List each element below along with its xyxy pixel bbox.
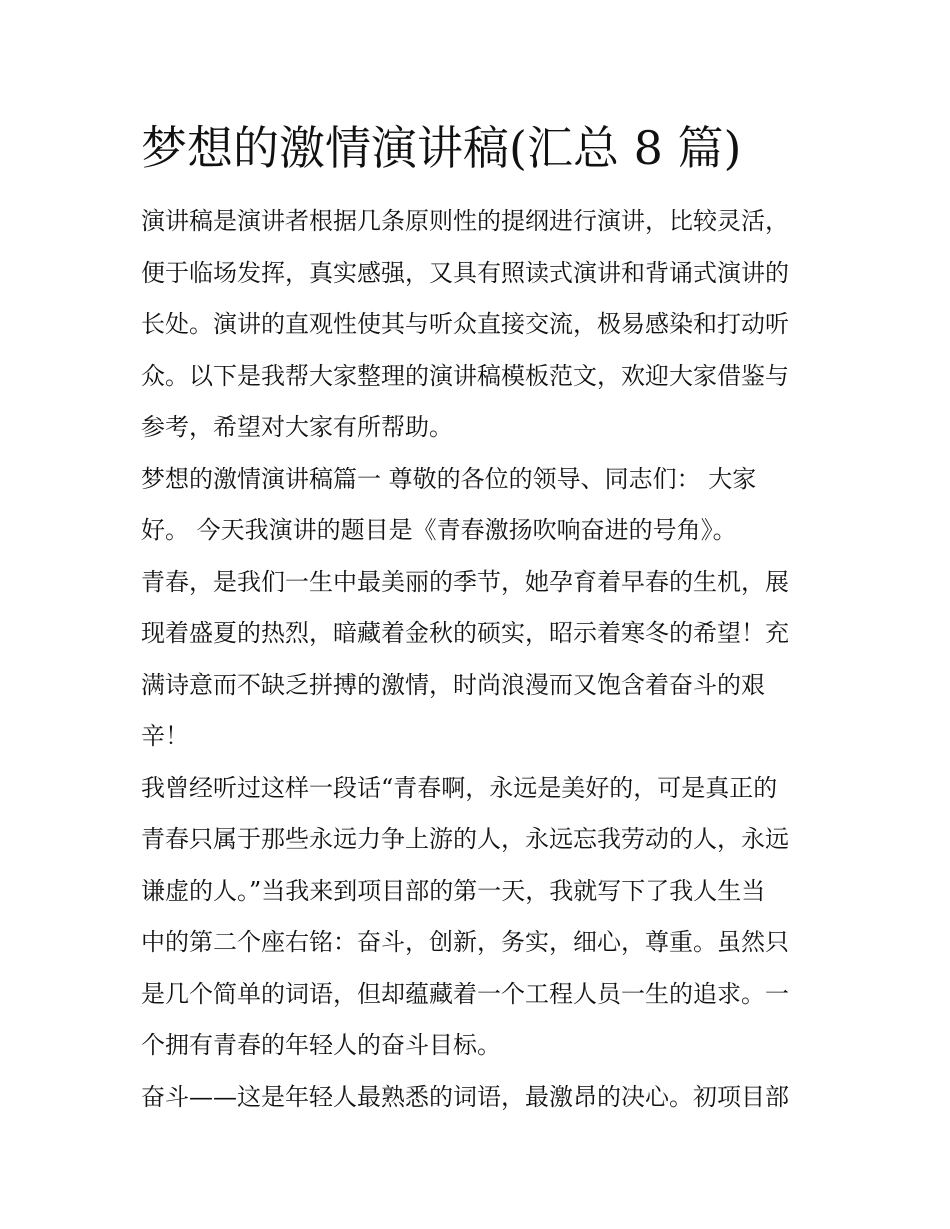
text-line: 现着盛夏的热烈，暗藏着金秋的硕实，昭示着寒冬的希望！充 <box>141 619 789 647</box>
document-title: 梦想的激情演讲稿(汇总 8 篇) <box>141 121 742 175</box>
text-line: 参考，希望对大家有所帮助。 <box>141 413 453 441</box>
text-line: 长处。演讲的直观性使其与听众直接交流，极易感染和打动听 <box>141 310 789 338</box>
text-line: 梦想的激情演讲稿篇一 尊敬的各位的领导、同志们： 大家 <box>141 464 757 493</box>
text-line: 青春只属于那些永远力争上游的人，永远忘我劳动的人，永远 <box>141 825 789 853</box>
text-line: 众。以下是我帮大家整理的演讲稿模板范文，欢迎大家借鉴与 <box>141 361 789 390</box>
text-line: 我曾经听过这样一段话“青春啊，永远是美好的，可是真正的 <box>141 773 778 802</box>
text-line: 奋斗——这是年轻人最熟悉的词语，最激昂的决心。初项目部 <box>141 1082 789 1111</box>
text-line: 谦虚的人。”当我来到项目部的第一天，我就写下了我人生当 <box>141 876 766 905</box>
text-line: 辛！ <box>141 722 189 750</box>
text-line: 便于临场发挥，真实感强，又具有照读式演讲和背诵式演讲的 <box>141 258 789 287</box>
text-line: 好。 今天我演讲的题目是《青春激扬吹响奋进的号角》。 <box>141 516 737 544</box>
text-line: 演讲稿是演讲者根据几条原则性的提纲进行演讲，比较灵活， <box>141 207 789 235</box>
text-line: 个拥有青春的年轻人的奋斗目标。 <box>141 1031 501 1059</box>
text-line: 青春，是我们一生中最美丽的季节，她孕育着早春的生机，展 <box>141 567 789 596</box>
text-line: 满诗意而不缺乏拼搏的激情，时尚浪漫而又饱含着奋斗的艰 <box>141 670 765 699</box>
document-body <box>141 196 813 1123</box>
text-line: 是几个简单的词语，但却蕴藏着一个工程人员一生的追求。一 <box>141 979 789 1008</box>
text-line: 中的第二个座右铭：奋斗，创新，务实，细心，尊重。虽然只 <box>141 928 789 956</box>
